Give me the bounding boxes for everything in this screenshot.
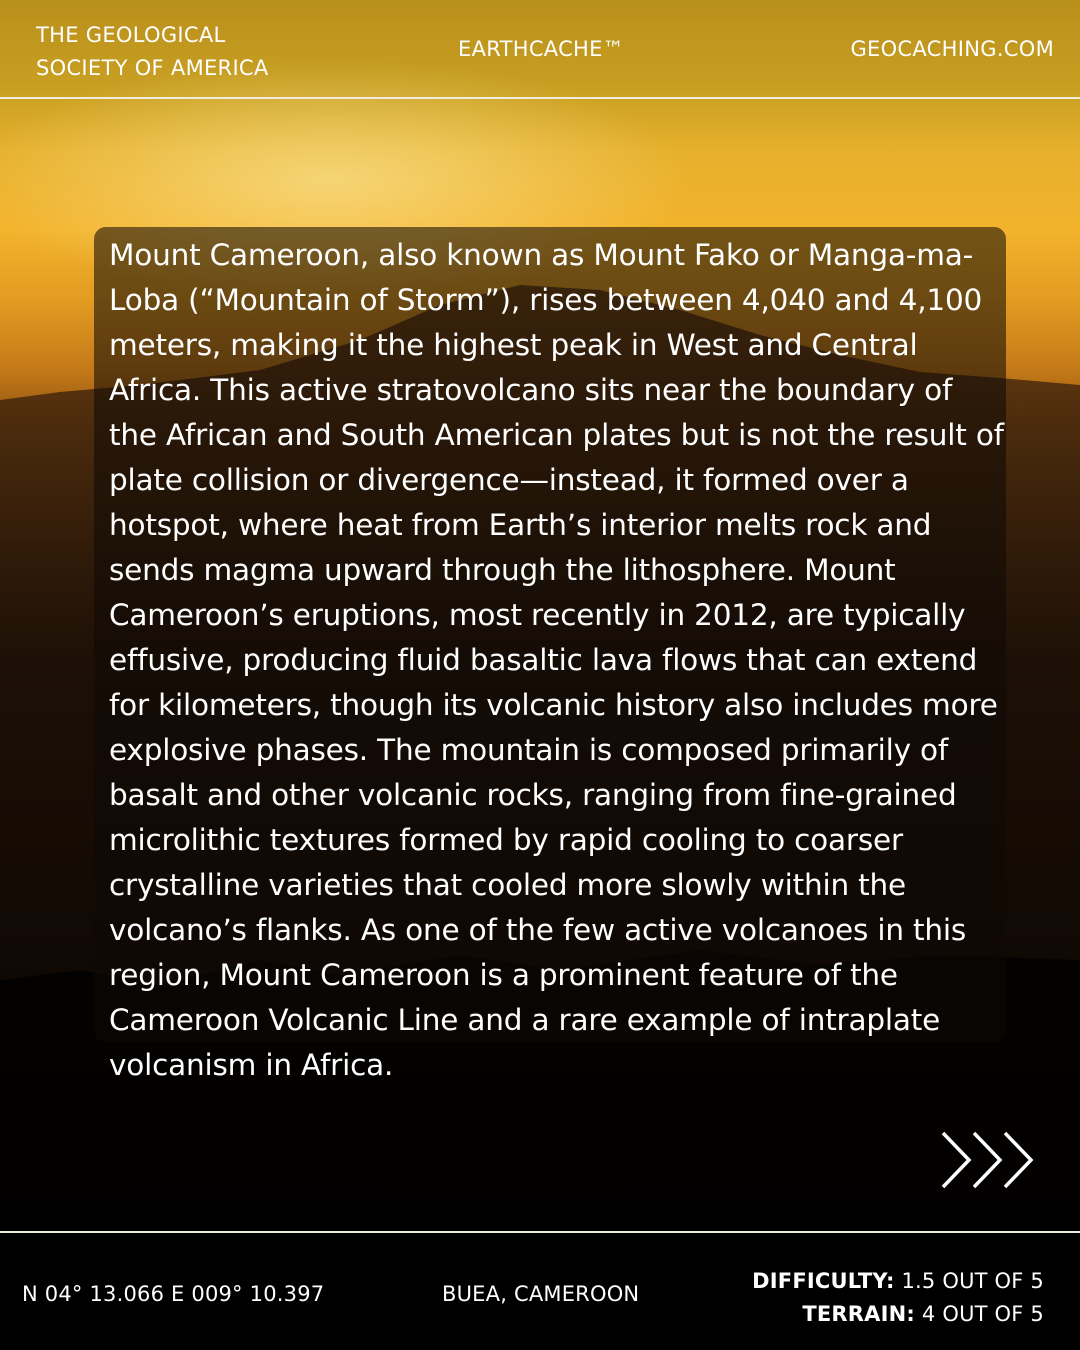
terrain-rating	[752, 1298, 1044, 1331]
organization-name: THE GEOLOGICAL SOCIETY OF AMERICA	[36, 23, 269, 80]
description-paragraph: Mount Cameroon, also known as Mount Fako or Manga-ma-Loba (“Mountain of Storm”), rises between 4,040 and 4,100 meters, making it the highest peak in West and Central Africa. This active stratovolcano sits near the boundary of the African and South American plates but is not the result of plate collision or divergence—instead, it formed over a hotspot, where heat from Earth’s interior melts rock and sends magma upward through the lithosphere. Mount Cameroon’s eruptions, most recently in 2012, are typically effusive, producing fluid basaltic lava flows that can extend for kilometers, though its volcanic history also includes more explosive phases. The mountain is composed primarily of basalt and other volcanic rocks, ranging from fine-grained microlithic textures formed by rapid cooling to coarser crystalline varieties that cooled more slowly within the volcano’s flanks. As one of the few active volcanoes in this region, Mount Cameroon is a prominent feature of the Cameroon Volcanic Line and a rare example of intraplate volcanism in Africa.	[109, 238, 1004, 1082]
difficulty-rating	[752, 1265, 1044, 1298]
brand-label: EARTHCACHE™	[458, 37, 624, 61]
difficulty-value: 1.5 OUT OF 5	[901, 1269, 1044, 1293]
terrain-value: 4 OUT OF 5	[921, 1302, 1044, 1326]
coordinates: N 04° 13.066 E 009° 10.397	[22, 1282, 325, 1306]
ratings-block	[752, 1265, 1044, 1331]
location-label: BUEA, CAMEROON	[442, 1282, 640, 1306]
triple-chevron-right-icon[interactable]	[940, 1130, 1038, 1190]
difficulty-label: DIFFICULTY:	[752, 1269, 895, 1293]
website-label: GEOCACHING.COM	[850, 37, 1054, 61]
terrain-label: TERRAIN:	[802, 1302, 916, 1326]
header-bar	[0, 0, 1080, 99]
footer-bar	[0, 1231, 1080, 1350]
